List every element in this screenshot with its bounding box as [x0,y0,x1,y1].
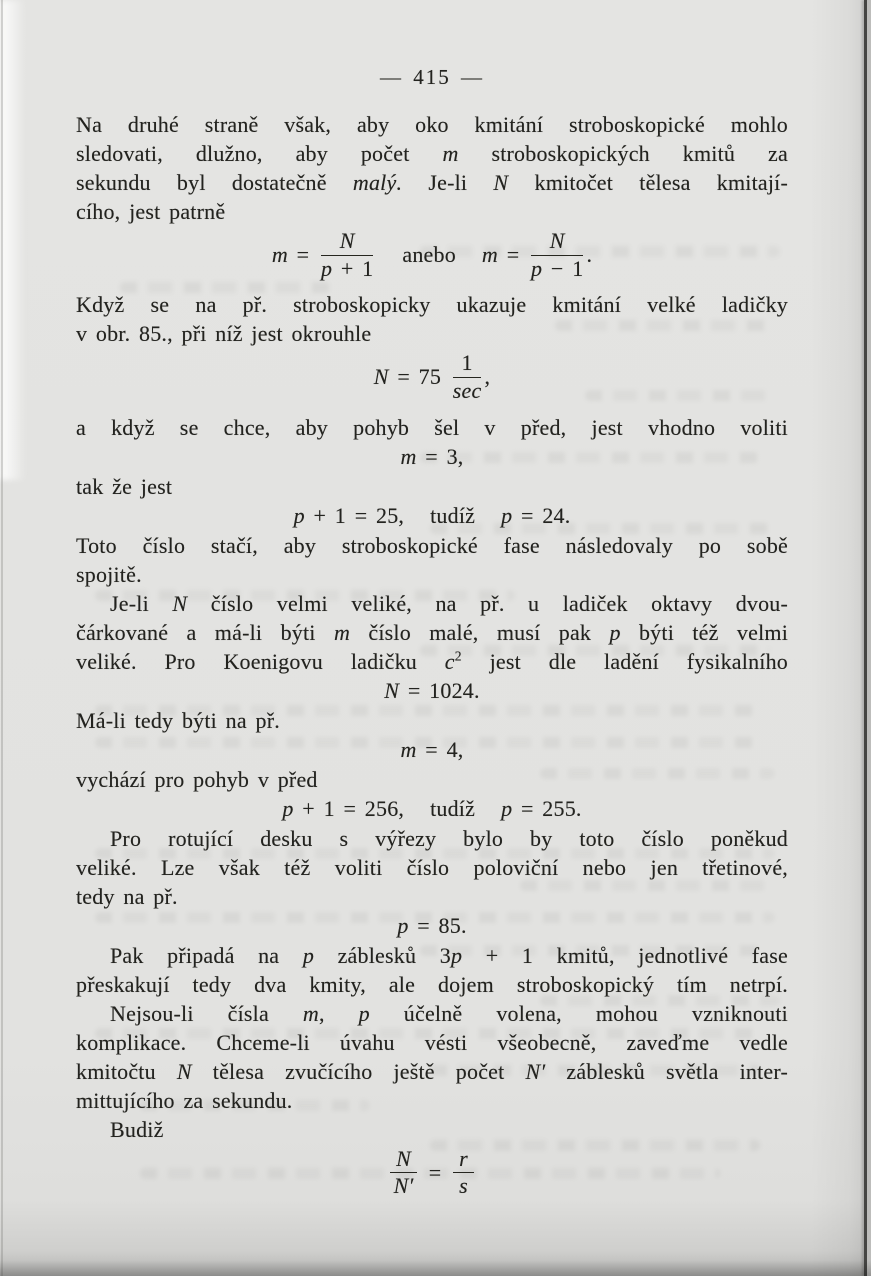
text-segment: Je-li [110,590,173,616]
text-segment: = [498,242,529,268]
text-line [76,765,788,794]
text-segment: Toto číslo stačí, aby stroboskopické fase následovaly po sobě [76,532,788,558]
text-line [76,139,788,168]
text-segment: , [484,364,491,390]
math-variable: m [271,242,288,268]
text-segment: vychází pro pohyb v před [76,766,318,792]
fraction [321,229,373,281]
text-segment: tudíž [430,795,476,821]
text-segment: sekundu byl dostatečně [76,170,353,195]
text-segment: Pro rotující desku s výřezy bylo by toto číslo poněkud [110,825,788,851]
text-segment: tak že jest [76,473,173,499]
fraction-numerator [390,1147,417,1174]
book-page-text-block [76,62,788,1208]
text-line [76,647,788,676]
text-segment: číslo velmi veliké, na př. u ladiček oktavy dvou- [187,590,789,616]
text-segment: veliké. Lze však též voliti číslo poloviční nebo jen třetinové, [76,854,788,880]
math-variable: p [501,502,513,528]
text-segment: kmitočtu [76,1058,177,1084]
text-line [76,197,788,226]
text-segment: . [586,242,593,268]
math-variable: N [339,228,355,253]
formula-line [76,348,788,412]
math-variable: s [459,1173,468,1199]
math-variable: p [358,1000,370,1026]
text-segment: účelně volena, mohou vzniknouti [369,1000,788,1026]
text-segment: záblesků světla inter- [545,1058,788,1084]
math-variable: p [609,619,621,645]
text-segment: = [420,1159,451,1185]
formula-line [76,676,788,706]
text-segment: + 1 = 25, [304,502,405,528]
text-segment: Nejsou-li čísla [110,1000,303,1026]
text-segment: + 1 kmitů, jednotlivé fase [462,942,789,968]
text-line [76,882,788,911]
scan-right-strip [867,0,871,1276]
text-line [76,970,788,999]
math-variable: malý. [352,170,403,195]
math-variable: N′ [525,1058,546,1084]
text-line [76,168,788,197]
text-line [76,1028,788,1057]
fraction [453,1147,474,1199]
fraction-numerator [453,351,482,378]
text-segment: = 4, [416,736,464,762]
math-variable: N [493,170,509,195]
math-variable: p [302,942,315,968]
math-variable: sec [452,377,482,403]
scan-left-light-artifact [0,0,26,480]
math-variable: N [549,228,565,253]
text-segment: mittujícího za sekundu. [76,1087,293,1113]
formula-line [76,226,788,290]
math-variable: N′ [393,1173,414,1199]
fraction-numerator [531,229,583,256]
math-variable: p [293,502,305,528]
math-variable: p [320,255,333,281]
text-segment: = 75 [388,364,450,390]
text-segment: Když se na př. stroboskopicky ukazuje kmitání velké ladičky [76,292,788,318]
text-segment: kmitočet tělesa kmitají- [508,170,788,195]
text-segment: a když se chce, aby pohyb šel v před, jest vhodno voliti [76,414,788,440]
text-segment: spojitě. [76,561,142,587]
text-segment: komplikace. Chceme-li úvahu vésti všeobecně, zaveďme vedle [76,1029,788,1055]
math-variable: m [442,141,459,166]
text-segment: = 85. [408,912,467,938]
text-line [76,290,788,319]
math-variable: m [302,1000,319,1026]
fraction [453,351,482,403]
text-segment: býti též velmi [620,619,789,645]
math-variable: m [400,443,417,469]
page-content [76,110,788,1208]
fraction-denominator [453,1173,474,1199]
text-line [76,853,788,882]
text-segment: + 1 [332,255,374,281]
text-segment: Je-li [402,170,494,195]
fraction-denominator [321,256,373,282]
text-segment: + 1 = 256, [293,795,405,821]
fraction [390,1147,417,1199]
formula-line [76,794,788,824]
text-segment: = [287,242,318,268]
scan-left-edge [1,0,3,1276]
text-segment: jest dle ladění fysikalního [461,648,788,674]
text-segment: záblesků 3 [314,942,451,968]
text-segment: , [318,1000,359,1026]
text-segment: číslo malé, musí pak [350,619,610,645]
math-variable: N [396,1145,412,1171]
math-variable: p [450,942,463,968]
fraction [531,229,583,281]
text-line [76,706,788,735]
text-segment: = 3, [416,443,464,469]
math-variable: c [444,648,455,674]
text-segment: přeskakují tedy dva kmity, ale dojem stroboskopický tím netrpí. [76,971,788,997]
math-variable: r [459,1145,468,1171]
text-segment: Budiž [110,1116,164,1142]
text-segment: tělesa zvučícího ještě počet [191,1058,526,1084]
text-segment: anebo [402,242,456,268]
text-line [76,413,788,442]
formula-line [76,501,788,531]
text-line [76,999,788,1028]
math-variable: p [531,255,543,281]
text-segment: tedy na př. [76,883,178,909]
fraction-denominator [453,378,482,404]
formula-line [76,911,788,941]
math-variable: m [400,736,417,762]
text-line [76,1057,788,1086]
math-variable: N [176,1058,192,1084]
text-segment: = 255. [512,795,582,821]
formula-line [76,442,788,472]
text-segment: Pak připadá na [110,942,303,968]
text-segment: sledovati, dlužno, aby počet [76,141,443,166]
text-segment: cího, jest patrně [76,199,226,224]
text-segment: stroboskopických kmitů za [458,141,788,166]
math-variable: m [481,242,498,268]
text-segment: v obr. 85., při níž jest okrouhle [76,321,372,347]
text-line [76,618,788,647]
text-segment: = 1024. [399,677,480,703]
fraction-denominator [531,256,583,282]
formula-line [76,735,788,765]
text-line [76,110,788,139]
fraction-numerator [453,1147,474,1174]
text-line [76,560,788,589]
math-variable: p [282,795,294,821]
text-line [76,531,788,560]
text-segment: 2 [454,648,462,664]
text-line [76,941,788,970]
text-segment: = 24. [512,502,571,528]
scan-bottom-edge [0,1260,871,1276]
text-segment: veliké. Pro Koenigovu ladičku [76,648,445,674]
math-variable: p [397,912,409,938]
math-variable: N [384,677,400,703]
math-variable: N [373,364,389,390]
formula-line [76,1144,788,1208]
text-line [76,589,788,618]
math-variable: p [501,795,513,821]
page-number: — 415 — [380,65,484,89]
text-line [76,1115,788,1144]
text-segment: tudíž [430,502,476,528]
math-variable: N [172,590,188,616]
text-segment: čárkované a má-li býti [76,619,334,645]
text-line [76,824,788,853]
text-segment: 1 [461,350,473,376]
text-segment: Má-li tedy býti na př. [76,707,280,733]
text-line [76,1086,788,1115]
text-segment: Na druhé straně však, aby oko kmitání stroboskopické mohlo [76,112,788,137]
text-segment: − 1 [542,255,584,281]
math-variable: m [333,619,351,645]
text-line [76,472,788,501]
text-line [76,319,788,348]
fraction-denominator [390,1173,417,1199]
fraction-numerator [321,229,373,256]
